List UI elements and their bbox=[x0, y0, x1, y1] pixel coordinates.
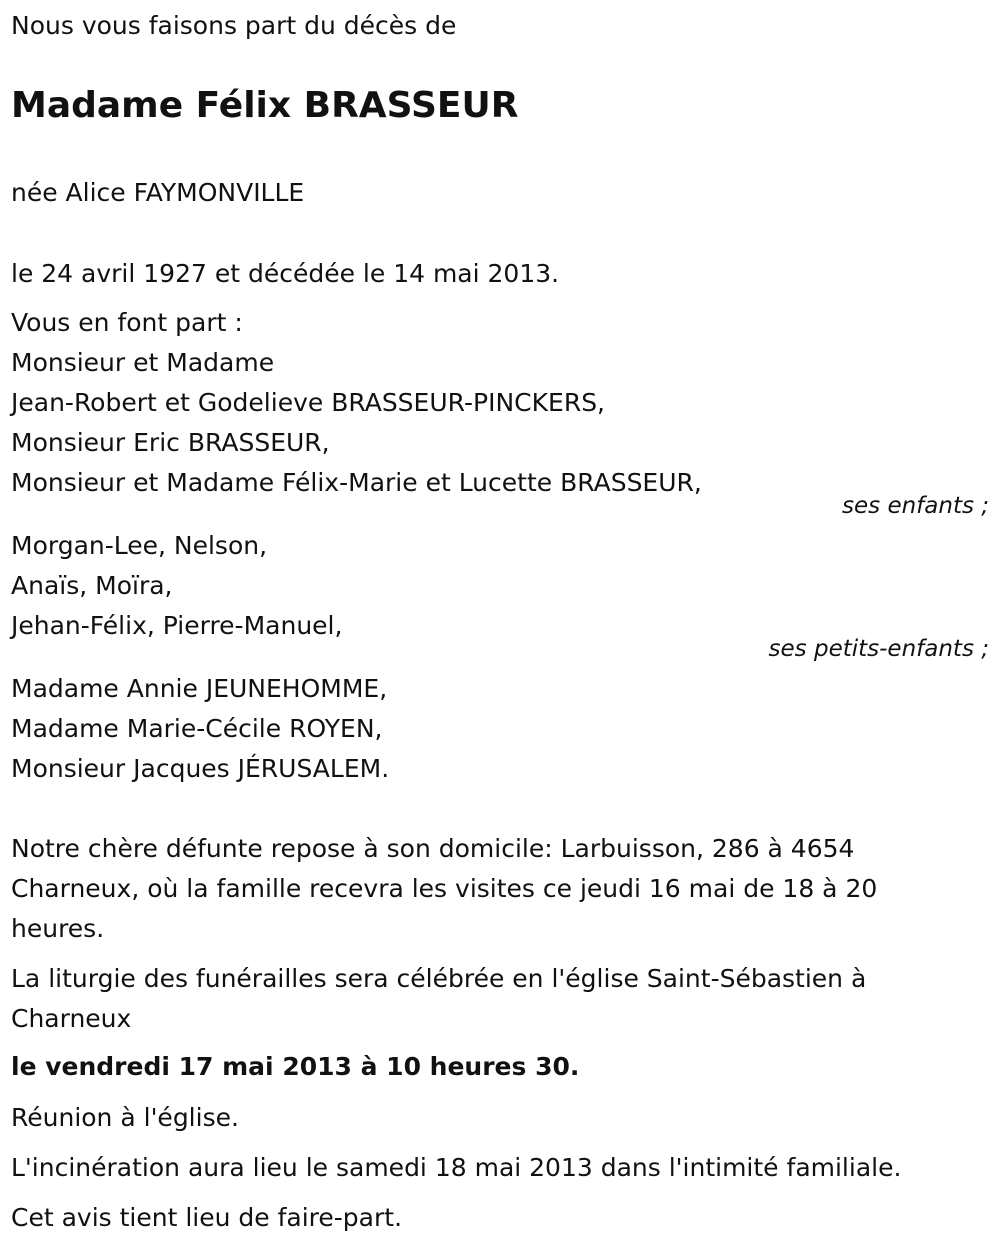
visit-line: heures. bbox=[11, 914, 105, 943]
liturgy-line: La liturgie des funérailles sera célébrée en l'église Saint-Sébastien à bbox=[11, 964, 867, 993]
liturgy-datetime: le vendredi 17 mai 2013 à 10 heures 30. bbox=[11, 1052, 580, 1081]
grandchild-line: Anaïs, Moïra, bbox=[11, 571, 173, 600]
visit-line: Notre chère défunte repose à son domicile: Larbuisson, 286 à 4654 bbox=[11, 834, 855, 863]
other-relative-line: Madame Annie JEUNEHOMME, bbox=[11, 674, 388, 703]
grandchild-line: Morgan-Lee, Nelson, bbox=[11, 531, 268, 560]
liturgy-line: Charneux bbox=[11, 1004, 132, 1033]
life-dates: le 24 avril 1927 et décédée le 14 mai 2013. bbox=[11, 259, 560, 288]
grandchild-line: Jehan-Félix, Pierre-Manuel, bbox=[11, 611, 343, 640]
deceased-name: Madame Félix BRASSEUR bbox=[11, 85, 519, 126]
maiden-name: née Alice FAYMONVILLE bbox=[11, 178, 305, 207]
reunion-text: Réunion à l'église. bbox=[11, 1103, 239, 1132]
other-relative-line: Monsieur Jacques JÉRUSALEM. bbox=[11, 754, 390, 783]
children-label: ses enfants ; bbox=[842, 493, 989, 519]
intro-text: Nous vous faisons part du décès de bbox=[11, 11, 457, 40]
child-line: Monsieur et Madame bbox=[11, 348, 275, 377]
child-line: Jean-Robert et Godelieve BRASSEUR-PINCKERS, bbox=[11, 388, 606, 417]
closing-text: Cet avis tient lieu de faire-part. bbox=[11, 1203, 403, 1232]
grandchildren-label: ses petits-enfants ; bbox=[768, 636, 989, 662]
child-line: Monsieur Eric BRASSEUR, bbox=[11, 428, 330, 457]
announcers-intro: Vous en font part : bbox=[11, 308, 243, 337]
visit-line: Charneux, où la famille recevra les visites ce jeudi 16 mai de 18 à 20 bbox=[11, 874, 878, 903]
other-relative-line: Madame Marie-Cécile ROYEN, bbox=[11, 714, 383, 743]
cremation-text: L'incinération aura lieu le samedi 18 mai 2013 dans l'intimité familiale. bbox=[11, 1153, 902, 1182]
child-line: Monsieur et Madame Félix-Marie et Lucette BRASSEUR, bbox=[11, 468, 702, 497]
